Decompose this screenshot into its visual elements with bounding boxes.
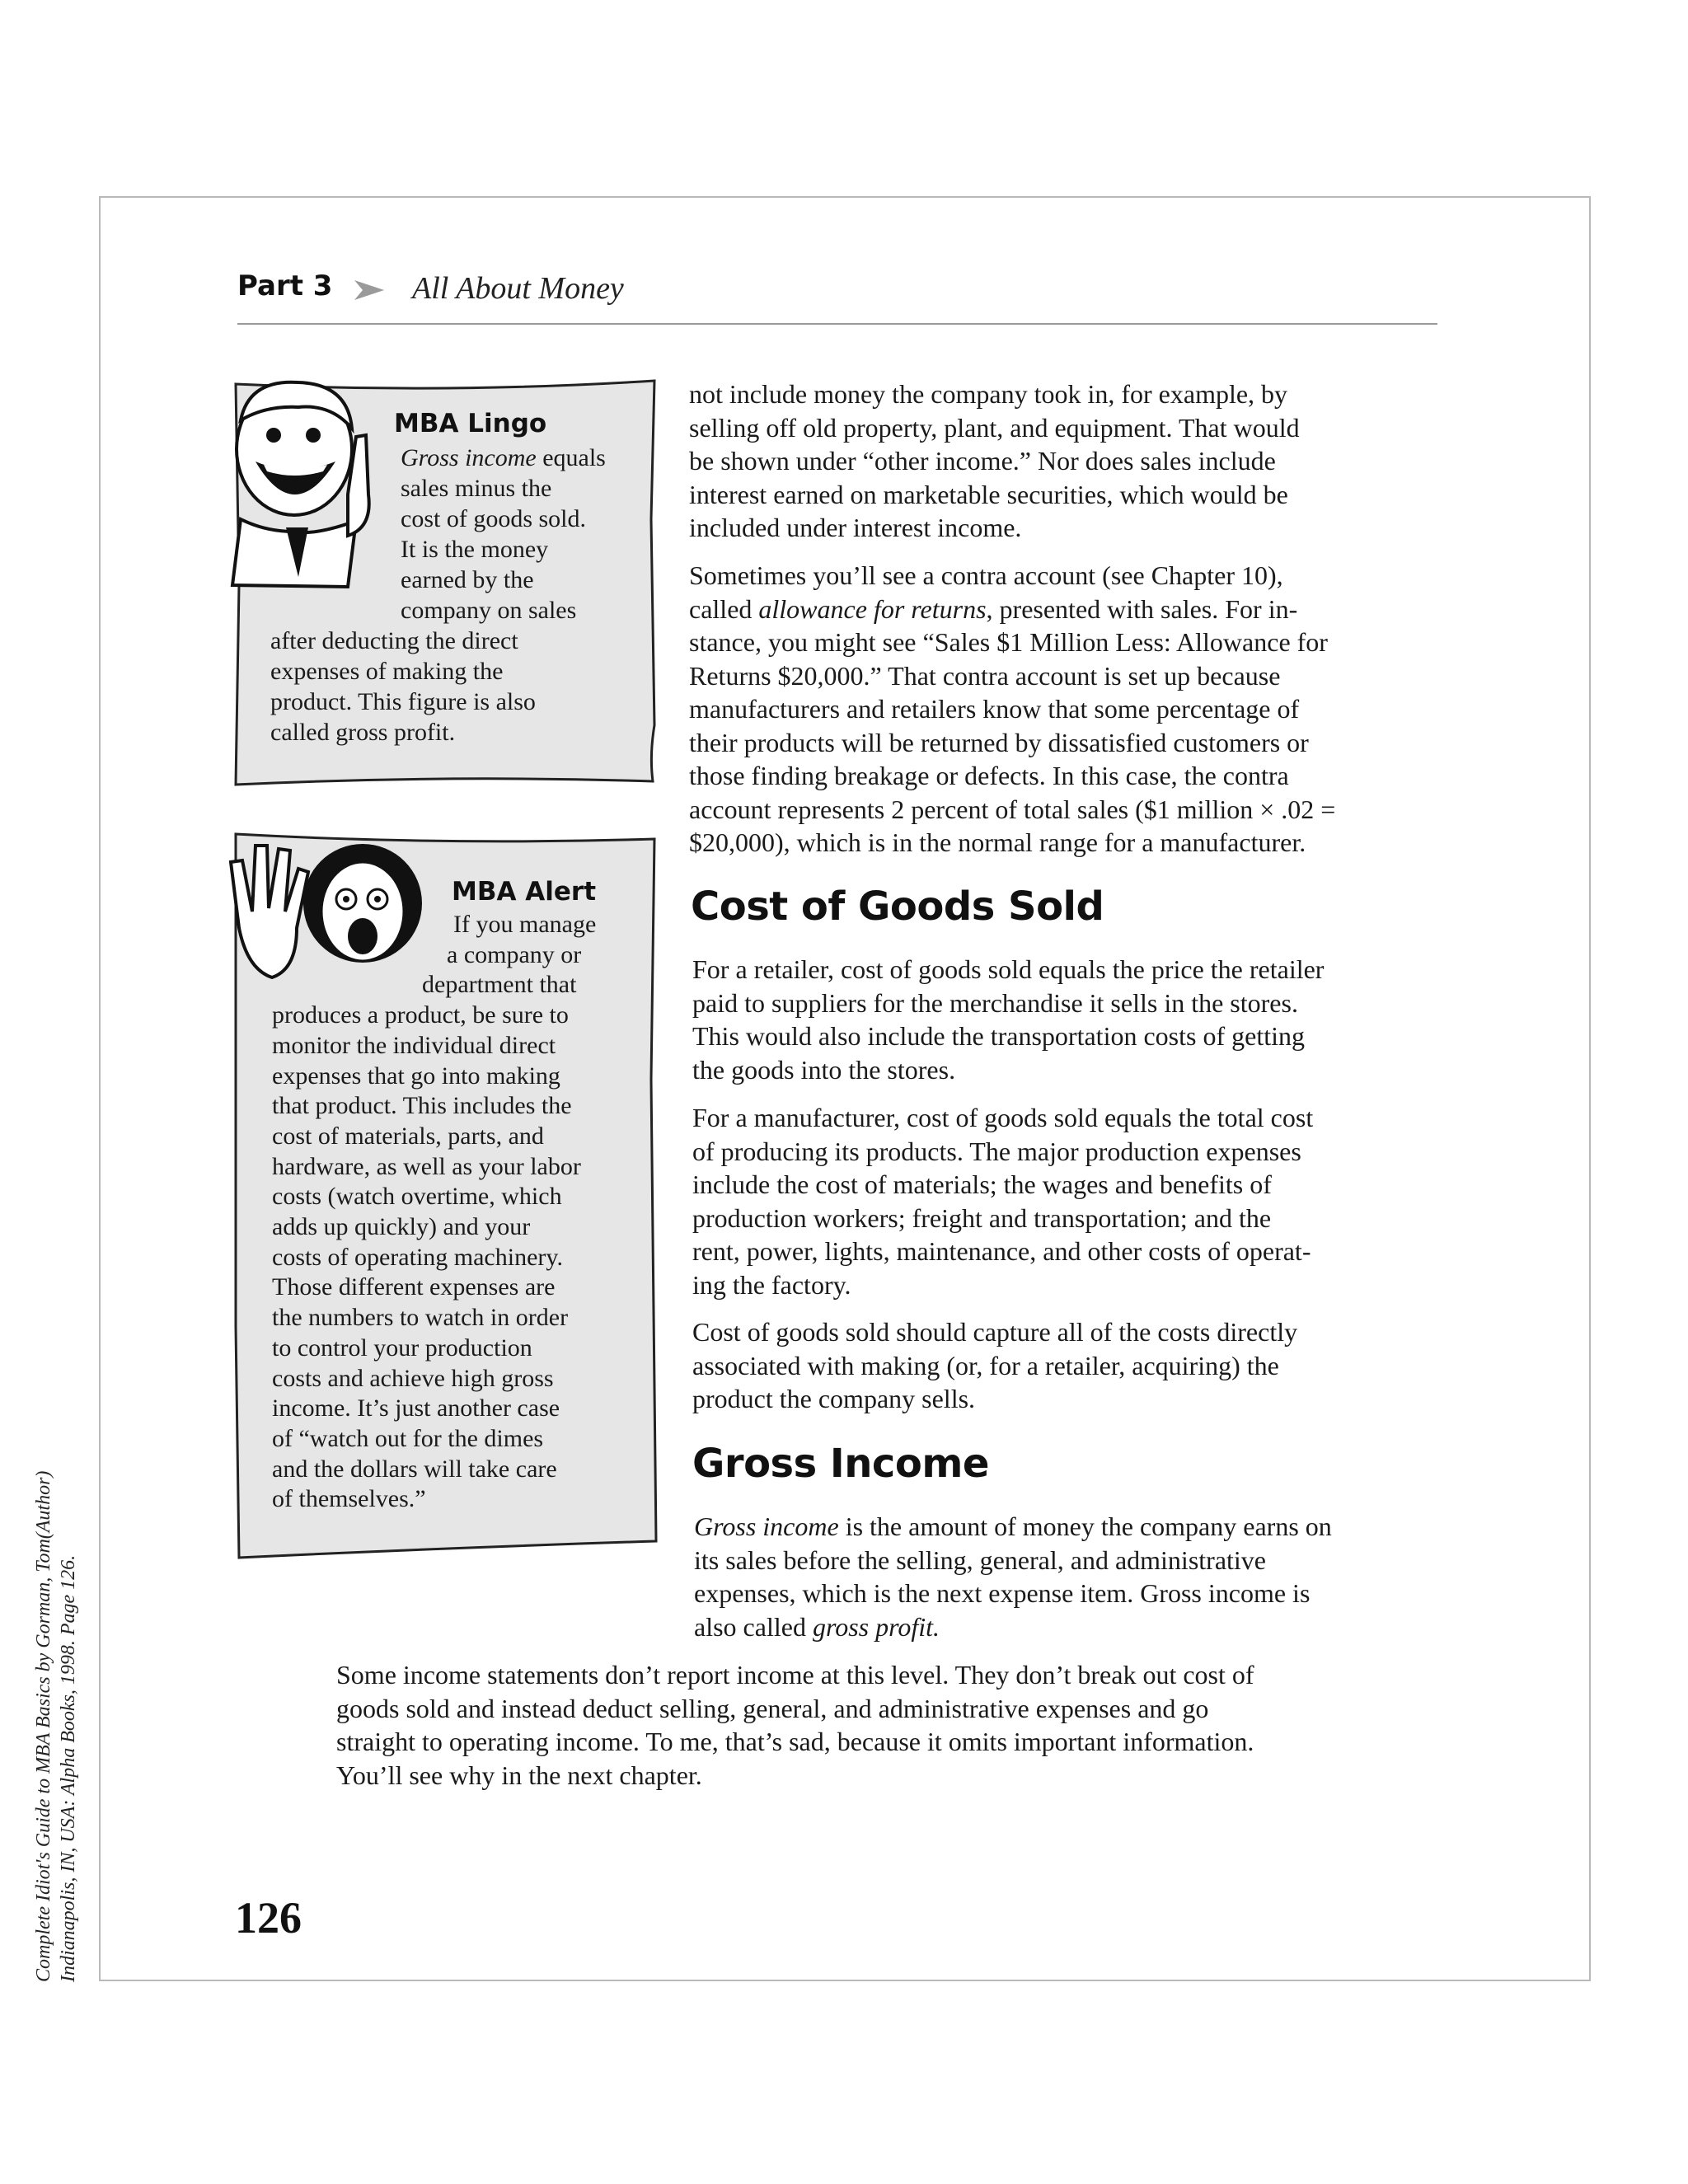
plain-text: expenses of making the — [270, 658, 504, 685]
text-line — [689, 559, 1335, 593]
sidebar-line — [401, 443, 606, 473]
plain-text: cost of goods sold. — [401, 505, 586, 532]
plain-text: For a manufacturer, cost of goods sold equals the total cost — [692, 1103, 1314, 1132]
plain-text: called gross profit. — [270, 719, 456, 746]
plain-text: their products will be returned by dissatisfied customers or — [689, 727, 1309, 757]
heading-gross-income: Gross Income — [692, 1441, 989, 1487]
sidebar-line: produces a product, be sure to — [272, 1001, 569, 1029]
plain-text: company on sales — [401, 597, 577, 624]
page-number: 126 — [235, 1893, 302, 1943]
plain-text: ing the factory. — [692, 1269, 851, 1300]
plain-text: equals — [536, 444, 606, 471]
sidebar-line: the numbers to watch in order — [272, 1304, 569, 1332]
body-paragraph-7 — [336, 1658, 1441, 1792]
running-head — [237, 264, 1437, 325]
plain-text: after deducting the direct — [270, 627, 518, 654]
plain-text: associated with making (or, for a retailer, acquiring) the — [692, 1350, 1279, 1380]
text-line — [692, 987, 1324, 1020]
plain-text: You’ll see why in the next chapter. — [336, 1760, 702, 1790]
plain-text: It is the money — [401, 536, 549, 563]
text-line — [694, 1544, 1332, 1577]
text-line — [689, 793, 1335, 827]
sidebar-line: to control your production — [272, 1333, 532, 1361]
body-paragraph-2 — [689, 559, 1335, 860]
plain-text: those finding breakage or defects. In this case, the contra — [689, 761, 1289, 790]
plain-text: , presented with sales. For in- — [986, 593, 1298, 624]
plain-text: This would also include the transportation costs of getting — [692, 1021, 1305, 1051]
plain-text: $20,000), which is in the normal range for a manufacturer. — [689, 827, 1306, 857]
text-line — [692, 953, 1324, 987]
plain-text: paid to suppliers for the merchandise it sells in the stores. — [692, 987, 1298, 1018]
plain-text: Returns $20,000.” That contra account is set up because — [689, 660, 1281, 691]
part-label: Part 3 — [237, 269, 333, 302]
plain-text: its sales before the selling, general, and administrative — [694, 1544, 1266, 1575]
plain-text: Some income statements don’t report income at this level. They don’t break out cost of — [336, 1660, 1254, 1690]
text-line — [689, 692, 1335, 726]
emphasis-text: allowance for returns — [758, 593, 987, 624]
sidebar-line — [270, 718, 455, 748]
sidebar-line — [270, 657, 503, 687]
plain-text: the goods into the stores. — [692, 1054, 956, 1085]
plain-text: straight to operating income. To me, that’s sad, because it omits important information. — [336, 1727, 1254, 1756]
text-line — [692, 1019, 1324, 1053]
text-line — [692, 1101, 1313, 1135]
lecturer-illustration — [216, 371, 397, 593]
sidebar-line: hardware, as well as your labor — [272, 1152, 581, 1180]
plain-text: rent, power, lights, maintenance, and other costs of operat- — [692, 1236, 1311, 1266]
text-line — [689, 478, 1300, 512]
sidebar-line — [401, 596, 576, 626]
sidebar-title: MBA Lingo — [394, 409, 547, 438]
sidebar-line: costs (watch overtime, which — [272, 1183, 562, 1211]
plain-text: production workers; freight and transportation; and the — [692, 1202, 1272, 1233]
text-line — [689, 726, 1335, 760]
plain-text: called — [689, 593, 759, 624]
text-line — [689, 759, 1335, 793]
arrow-icon — [354, 279, 384, 302]
plain-text: Cost of goods sold should capture all of the costs directly — [692, 1317, 1298, 1347]
text-line — [692, 1168, 1313, 1202]
sidebar-line — [401, 504, 586, 534]
sidebar-line: cost of materials, parts, and — [272, 1122, 544, 1150]
text-line — [694, 1577, 1332, 1610]
sidebar-line: income. It’s just another case — [272, 1394, 560, 1422]
plain-text: Sometimes you’ll see a contra account (see Chapter 10), — [689, 560, 1283, 590]
plain-text: product. This figure is also — [270, 688, 536, 715]
emphasis-text: Gross income — [401, 444, 537, 471]
alarmed-person-illustration — [214, 829, 429, 1002]
sidebar-line — [270, 626, 518, 656]
plain-text: sales minus the — [401, 475, 552, 502]
plain-text: For a retailer, cost of goods sold equals the price the retailer — [692, 954, 1325, 984]
sidebar-line: that product. This includes the — [272, 1092, 572, 1120]
plain-text: manufacturers and retailers know that some percentage of — [689, 694, 1300, 724]
text-line — [336, 1692, 1441, 1726]
text-line — [689, 511, 1300, 545]
text-line — [336, 1658, 1441, 1692]
plain-text: earned by the — [401, 566, 534, 593]
plain-text: expenses, which is the next expense item. Gross income is — [694, 1578, 1311, 1608]
text-line — [692, 1382, 1297, 1416]
sidebar-line: If you manage — [453, 911, 597, 938]
plain-text: selling off old property, plant, and equipment. That would — [689, 412, 1300, 443]
sidebar-line: costs and achieve high gross — [272, 1364, 554, 1392]
sidebar-line — [401, 474, 551, 504]
plain-text: goods sold and instead deduct selling, general, and administrative expenses and go — [336, 1693, 1209, 1723]
plain-text: not include money the company took in, for example, by — [689, 379, 1288, 409]
sidebar-line: of “watch out for the dimes — [272, 1424, 544, 1452]
text-line — [692, 1053, 1324, 1087]
body-paragraph-6 — [694, 1510, 1332, 1643]
text-line — [692, 1135, 1313, 1169]
text-line — [689, 411, 1300, 445]
body-paragraph-5 — [692, 1315, 1297, 1416]
plain-text: included under interest income. — [689, 513, 1022, 542]
body-paragraph-4 — [692, 1101, 1313, 1301]
text-line — [689, 593, 1335, 626]
plain-text: product the company sells. — [692, 1384, 976, 1413]
text-line — [336, 1725, 1441, 1759]
text-line — [689, 626, 1335, 659]
sidebar-line — [270, 687, 536, 717]
plain-text: also called — [694, 1611, 813, 1642]
text-line — [336, 1759, 1441, 1793]
plain-text: interest earned on marketable securities, which would be — [689, 479, 1288, 509]
text-line — [689, 659, 1335, 693]
text-line — [689, 826, 1335, 860]
emphasis-text: Gross income — [694, 1511, 839, 1541]
sidebar-line: monitor the individual direct — [272, 1031, 556, 1059]
text-line — [694, 1510, 1332, 1544]
text-line — [692, 1235, 1313, 1268]
sidebar-line: expenses that go into making — [272, 1062, 560, 1090]
citation-line-2: Indianapolis, IN, USA: Alpha Books, 1998. Page 126. — [58, 1554, 79, 1982]
plain-text: include the cost of materials; the wages and benefits of — [692, 1169, 1272, 1199]
text-line — [694, 1610, 1332, 1644]
plain-text: stance, you might see “Sales $1 Million Less: Allowance for — [689, 627, 1328, 657]
text-line — [689, 444, 1300, 478]
sidebar-line: adds up quickly) and your — [272, 1213, 531, 1240]
emphasis-text: gross profit. — [812, 1611, 940, 1642]
side-citation — [31, 1372, 81, 1982]
sidebar-line: a company or — [447, 940, 582, 968]
text-line — [692, 1315, 1297, 1349]
part-title: All About Money — [412, 271, 624, 306]
heading-cost-of-goods-sold: Cost of Goods Sold — [691, 883, 1104, 930]
plain-text: is the amount of money the company earns on — [838, 1511, 1332, 1541]
plain-text: of producing its products. The major production expenses — [692, 1136, 1301, 1166]
sidebar-line: of themselves.” — [272, 1485, 426, 1513]
sidebar-mba-lingo — [232, 379, 658, 786]
sidebar-line: department that — [422, 971, 577, 999]
text-line — [692, 1268, 1313, 1302]
sidebar-line — [401, 565, 534, 595]
sidebar-line: and the dollars will take care — [272, 1455, 557, 1483]
text-line — [692, 1202, 1313, 1235]
citation-line-1: Complete Idiot's Guide to MBA Basics by Gorman, Tom(Author) — [33, 1470, 54, 1982]
sidebar-mba-alert — [232, 832, 658, 1561]
plain-text: be shown under “other income.” Nor does sales include — [689, 446, 1276, 476]
body-paragraph-3 — [692, 953, 1324, 1086]
text-line — [689, 377, 1300, 411]
text-line — [692, 1349, 1297, 1383]
plain-text: account represents 2 percent of total sales ($1 million × .02 = — [689, 794, 1336, 824]
sidebar-line: Those different expenses are — [272, 1273, 556, 1301]
sidebar-title: MBA Alert — [452, 877, 597, 907]
sidebar-line: costs of operating machinery. — [272, 1243, 563, 1271]
sidebar-line — [401, 535, 548, 565]
body-paragraph-1 — [689, 377, 1300, 545]
